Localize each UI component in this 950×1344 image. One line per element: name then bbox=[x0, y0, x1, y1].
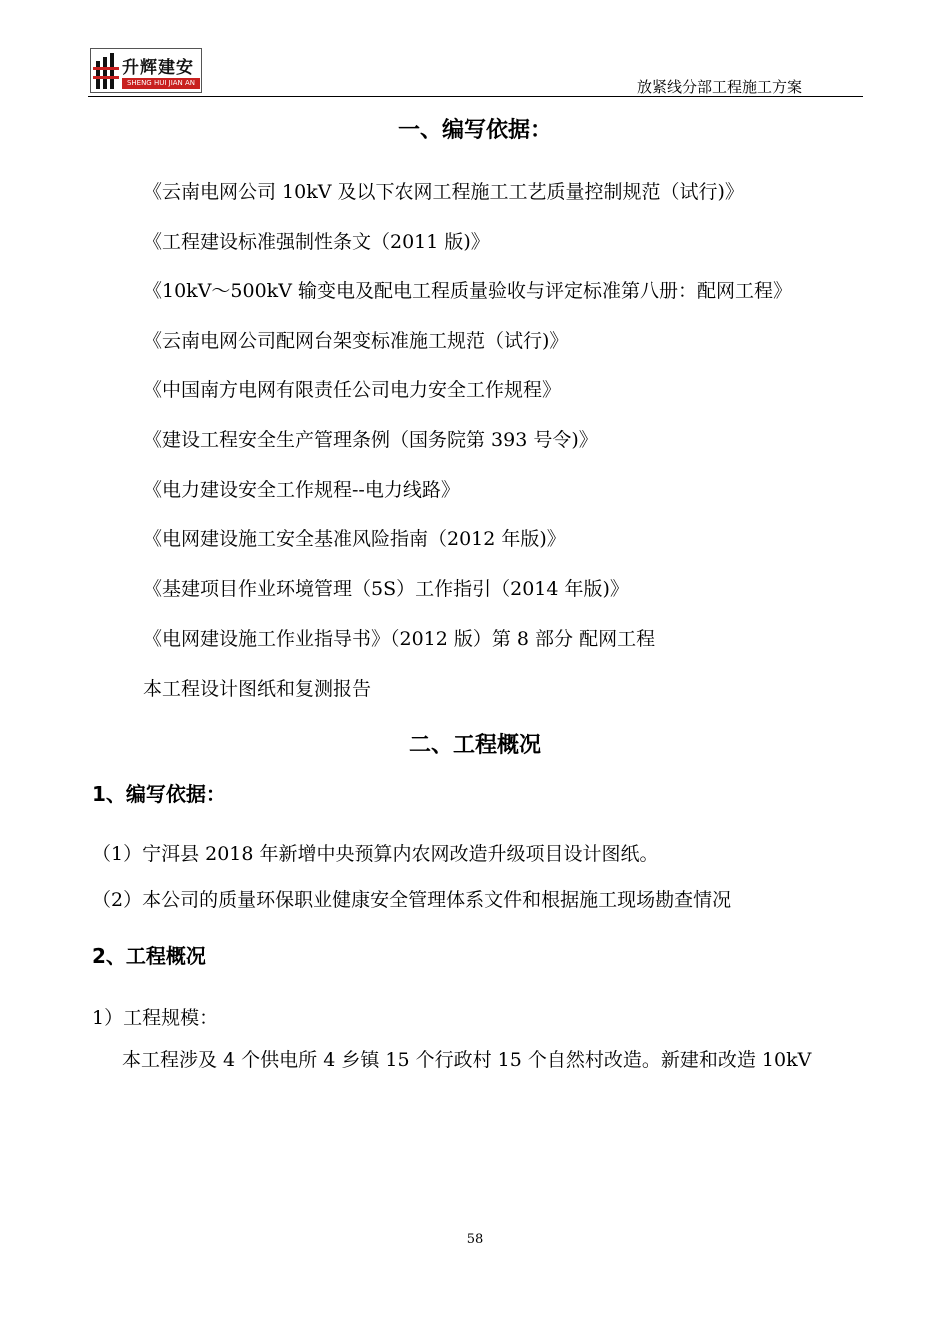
reference-item: 《工程建设标准强制性条文（2011 版)》 bbox=[143, 231, 490, 253]
logo-text-cn: 升辉建安 bbox=[122, 58, 194, 78]
reference-item: 《云南电网公司 10kV 及以下农网工程施工工艺质量控制规范（试行)》 bbox=[143, 181, 744, 203]
page-number: 58 bbox=[466, 1232, 484, 1247]
header-divider bbox=[88, 96, 863, 97]
reference-item: 《10kV～500kV 输变电及配电工程质量验收与评定标准第八册：配网工程》 bbox=[143, 280, 792, 302]
subsection-heading-overview: 2、工程概况 bbox=[92, 944, 206, 968]
reference-item: 《基建项目作业环境管理（5S）工作指引（2014 年版)》 bbox=[143, 578, 629, 600]
basis-item: （1）宁洱县 2018 年新增中央预算内农网改造升级项目设计图纸。 bbox=[92, 843, 659, 865]
scale-label: 1）工程规模： bbox=[92, 1007, 219, 1029]
reference-item: 《电网建设施工作业指导书》（2012 版）第 8 部分 配网工程 bbox=[143, 628, 656, 650]
reference-item: 《电力建设安全工作规程--电力线路》 bbox=[143, 479, 460, 501]
logo-text-en: SHENG HUI JIAN AN bbox=[122, 78, 200, 89]
reference-item: 《云南电网公司配网台架变标准施工规范（试行)》 bbox=[143, 330, 569, 352]
document-title: 放紧线分部工程施工方案 bbox=[636, 78, 802, 96]
basis-item: （2）本公司的质量环保职业健康安全管理体系文件和根据施工现场勘查情况 bbox=[92, 889, 732, 911]
subsection-heading-basis: 1、编写依据： bbox=[92, 782, 226, 806]
company-logo bbox=[90, 48, 202, 93]
reference-item: 《中国南方电网有限责任公司电力安全工作规程》 bbox=[143, 379, 562, 401]
logo-mark-icon bbox=[93, 51, 121, 91]
reference-item: 本工程设计图纸和复测报告 bbox=[143, 678, 372, 700]
scale-paragraph: 本工程涉及 4 个供电所 4 乡镇 15 个行政村 15 个自然村改造。新建和改造 10kV bbox=[122, 1049, 812, 1071]
reference-item: 《电网建设施工安全基准风险指南（2012 年版)》 bbox=[143, 528, 566, 550]
section-heading-overview: 二、工程概况 bbox=[408, 733, 541, 758]
reference-item: 《建设工程安全生产管理条例（国务院第 393 号令)》 bbox=[143, 429, 598, 451]
section-heading-basis: 一、编写依据： bbox=[397, 118, 552, 143]
